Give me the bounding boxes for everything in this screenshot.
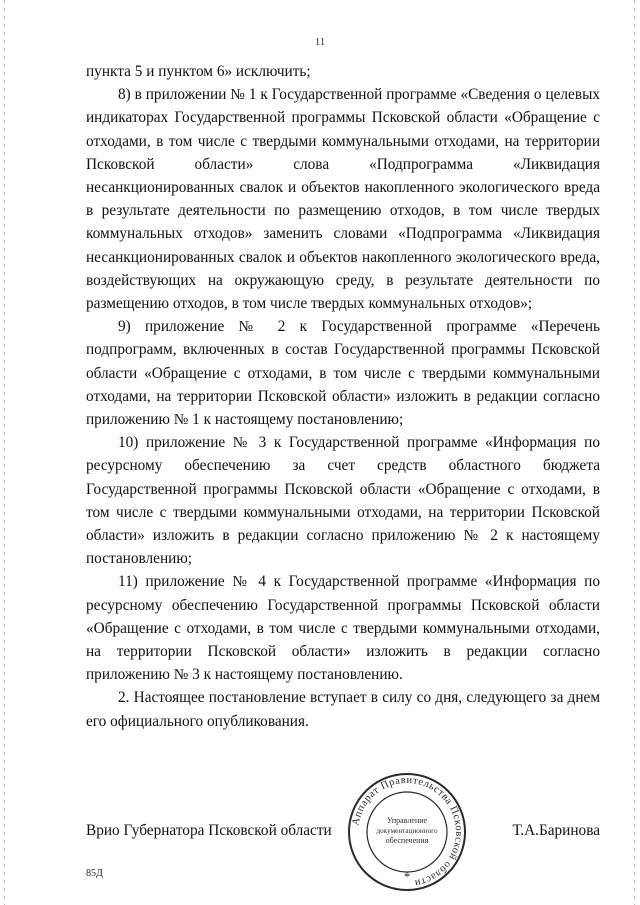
paragraph-clause-2: 2. Настоящее постановление вступает в силу со дня, следующего за днем его официального опубликования. <box>86 689 600 730</box>
paragraph-item-11: 11) приложение № 4 к Государственной программе «Информация по ресурсному обеспечению Государственной программы Псковской области «Обращение с отходами, в том числе с твердыми коммунальными отходами, на территории Псковской области» изложить в редакции согласно приложению № 3 к настоящему постановлению. <box>86 573 600 684</box>
paragraph-item-9: 9) приложение № 2 к Государственной программе «Перечень подпрограмм, включенных в состав Государственной программы Псковской области «Обращение с отходами, в том числе с твердыми коммунальными отходами, на территории Псковской области» изложить в редакции согласно приложению № 1 к настоящему постановлению; <box>86 318 600 429</box>
document-code: 85Д <box>86 868 103 879</box>
seal-ring-text: Аппарат Правительства Псковской области <box>350 774 465 889</box>
seal-star-icon: * <box>403 869 411 884</box>
seal-center-line-3: обеспечения <box>385 836 429 845</box>
signatory-title: Врио Губернатора Псковской области <box>86 822 332 839</box>
seal-center-line-1: Управление <box>386 816 428 825</box>
official-seal <box>346 771 468 893</box>
signature-block <box>86 822 600 846</box>
paragraph-item-8: 8) в приложении № 1 к Государственной программе «Сведения о целевых индикаторах Государственной программы Псковской области «Обращение с отходами, в том числе с твердыми коммунальными отходами, на территории Псковской области» слова «Подпрограмма «Ликвидация несанкционированных свалок и объектов накопленного экологического вреда в результате деятельности по размещению отходов, в том числе твердых коммунальных отходов» заменить словами «Подпрограмма «Ликвидация несанкционированных свалок и объектов накопленного экологического вреда, воздействующих на окружающую среду, в результате деятельности по размещению отходов, в том числе твердых коммунальных отходов»; <box>86 86 600 313</box>
signatory-name: Т.А.Баринова <box>512 822 600 839</box>
paragraph-item-10: 10) приложение № 3 к Государственной программе «Информация по ресурсному обеспечению за счет средств областного бюджета Государственной программы Псковской области «Обращение с отходами, в том числе с твердыми коммунальными отходами, на территории Псковской области» изложить в редакции согласно приложению № 2 к настоящему постановлению; <box>86 434 600 568</box>
document-body <box>86 60 600 733</box>
scan-edge-right <box>634 0 635 905</box>
seal-graphic <box>346 771 468 893</box>
page-number: 11 <box>314 36 326 48</box>
paragraph-continuation: пункта 5 и пунктом 6» исключить; <box>86 63 311 80</box>
seal-center-line-2: документационного <box>376 827 438 835</box>
scan-edge-left <box>4 0 5 905</box>
